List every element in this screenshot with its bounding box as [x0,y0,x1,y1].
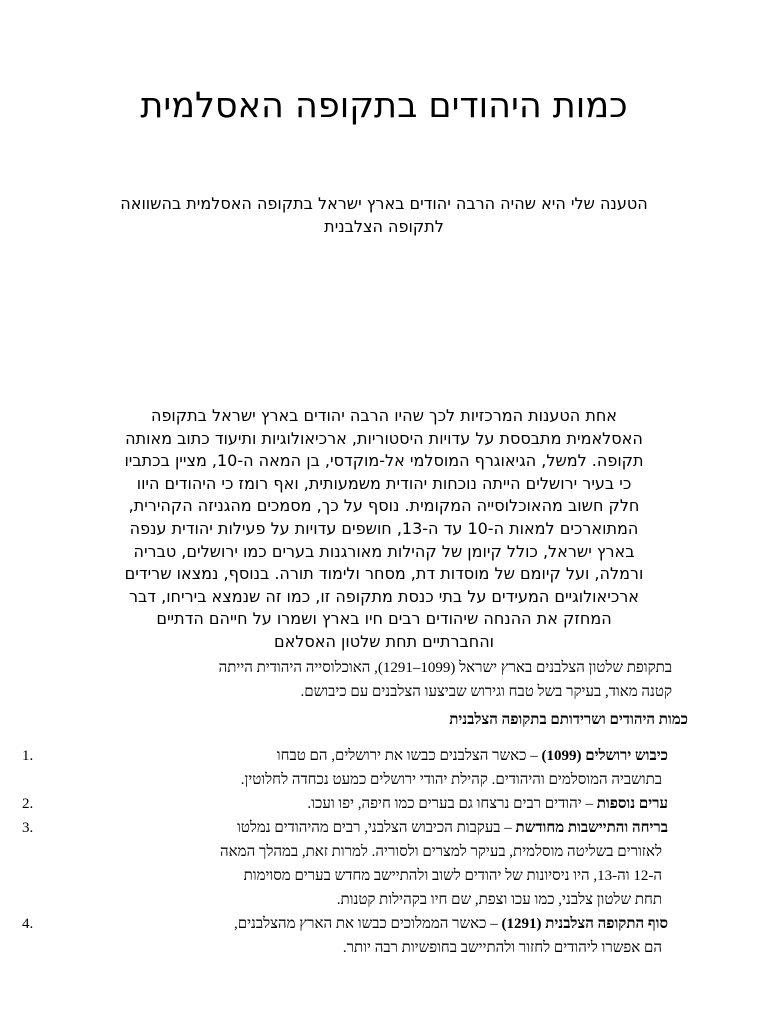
section-heading: כמות היהודים ושרידותם בתקופה הצלבנית [449,712,688,728]
list-item-text: – כאשר הממלוכים כבשו את הארץ מהצלבנים, [233,916,502,932]
list-item-text: – יהודים רבים נרצחו גם בערים כמו חיפה, יפו ועכו. [307,796,597,812]
list-item-term: כיבוש ירושלים (1099) [541,748,668,764]
claim-paragraph [84,192,684,238]
claim-line: הטענה שלי היא שהיה הרבה יהודים בארץ ישראל בתקופה האסלמית בהשוואה [120,194,648,213]
list-item-first-line [90,912,668,936]
paragraph-line: המחזק את ההנחה שיהודים רבים חיו בארץ ושמרו על חייהם הדתיים [156,609,612,629]
paragraph-line: והחברתיים תחת שלטון האסלאם [273,631,495,651]
list-number: 4. [22,916,34,932]
list-item [22,816,668,912]
list-item-continuation: הם אפשרו ליהודים לחזור ולהתיישב בחופשיות רבה יותר. [342,940,662,956]
list-item [22,744,668,792]
intro-paragraph [80,656,672,704]
list-item-term: בריחה והתיישבות מחודשת [515,820,668,836]
list-item [22,792,668,816]
paragraph-line: האסלאמית מתבססת על עדויות היסטוריות, ארכיאולוגיות ותיעוד כתוב מאותה [125,428,643,448]
paragraph-line: חלק חשוב מהאוכלוסייה המקומית. נוסף על כך, מסמכים מהגניזה הקהירית, [128,496,640,516]
document-title: כמות היהודים בתקופה האסלמית [140,86,628,126]
list-item-continuation: תחת שלטון צלבני, כמו עכו וצפת, שם חיו בקהילות קטנות. [336,892,662,908]
list-item-continuation: לאזורים בשליטה מוסלמית, בעיקר למצרים ולסוריה. למרות זאת, במהלך המאה [220,844,662,860]
paragraph-line: ורמלה, ועל קיומם של מוסדות דת, מסחר ולימוד תורה. בנוסף, נמצאו שרידים [124,564,644,584]
paragraph-line: אחת הטענות המרכזיות לכך שהיו הרבה יהודים בארץ ישראל בתקופה [150,406,617,425]
list-item-term: ערים נוספות [596,796,668,812]
paragraph-line: בארץ ישראל, כולל קיומן של קהילות מאורגנות בערים כמו ירושלים, טבריה [133,541,635,561]
list-item-text: – כאשר הצלבנים כבשו את ירושלים, הם טבחו [276,748,542,764]
list-item-continuation: ה-12 וה-13, היו ניסיונות של יהודים לשוב ולהתיישב מחדש בערים מסוימות [243,868,662,884]
list-item [22,912,668,960]
list-item-first-line [90,744,668,768]
list-item-first-line [90,792,668,816]
intro-line: קטנה מאוד, בעיקר בשל טבח וגירוש שביצעו הצלבנים עם כיבושם. [300,684,672,700]
list-item-term: סוף התקופה הצלבנית (1291) [501,916,668,932]
list-item-continuation: בתושביה המוסלמים והיהודים. קהילת יהודי ירושלים כמעט נכחדה לחלוטין. [240,772,662,788]
list-number: 3. [22,820,34,836]
list-number: 1. [22,748,34,764]
list-number: 2. [22,796,34,812]
numbered-list [22,744,668,960]
list-item-text: – בעקבות הכיבוש הצלבני, רבים מהיהודים נמלטו [236,820,516,836]
paragraph-line: תקופה. למשל, הגיאוגרף המוסלמי אל-מוקדסי, בן המאה ה-10, מציין בכתביו [124,451,644,471]
paragraph-line: כי בעיר ירושלים הייתה נוכחות יהודית משמעותית, ואף רומז כי היהודים היוו [136,473,632,493]
main-paragraph [80,405,688,654]
paragraph-line: ארכיאולוגיים המעידים על בתי כנסת מתקופה זו, כמו זה שנמצא ביריחו, דבר [129,586,639,606]
list-item-first-line [90,816,668,840]
intro-line: בתקופת שלטון הצלבנים בארץ ישראל (1099–1291), האוכלוסייה היהודית הייתה [218,660,672,676]
claim-line: לתקופה הצלבנית [324,217,444,236]
paragraph-line: המתוארכים למאות ה-10 עד ה-13, חושפים עדויות על פעילות יהודית ענפה [129,518,639,538]
